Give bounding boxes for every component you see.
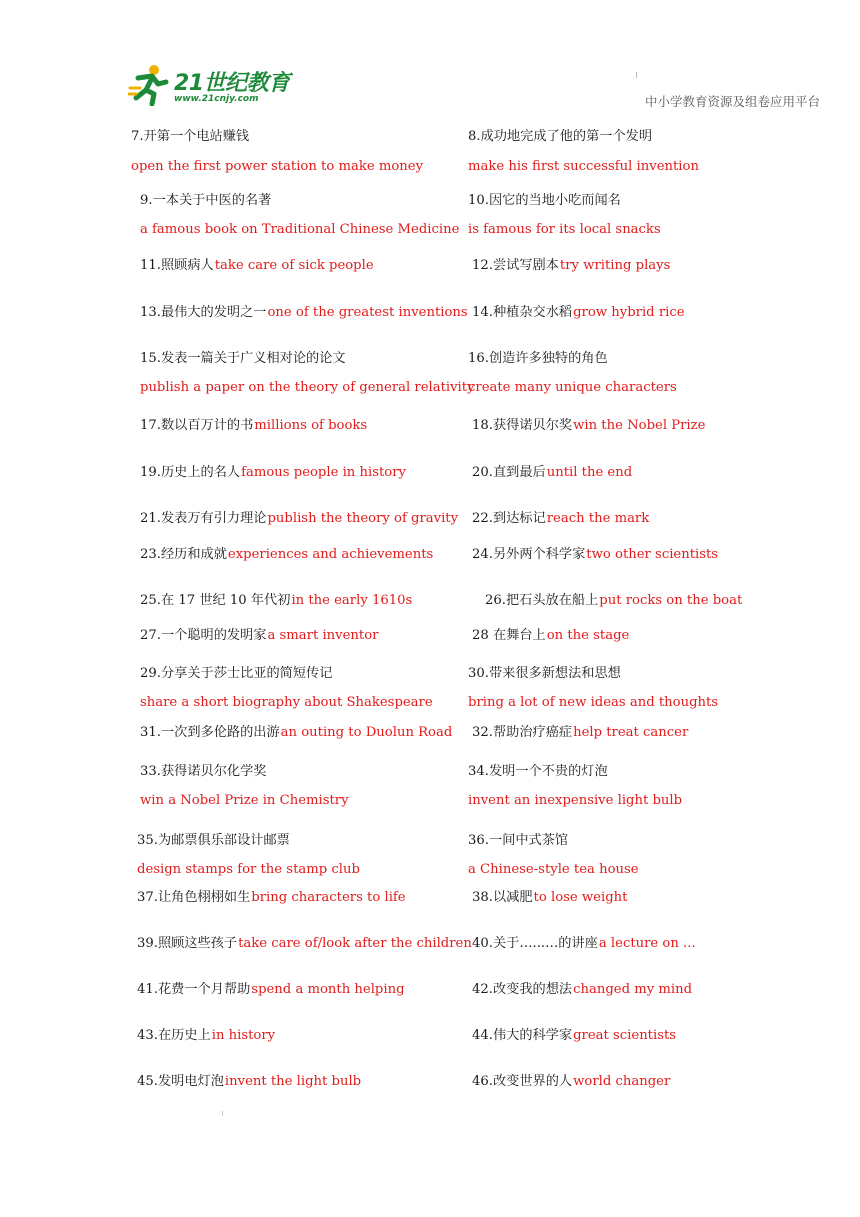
item-29-chinese: 29.分享关于莎士比亚的简短传记 (140, 666, 333, 681)
item-19-chinese: 19.历史上的名人 (140, 465, 241, 480)
footer-mark (222, 1111, 223, 1116)
item-44-chinese: 44.伟大的科学家 (472, 1028, 573, 1043)
item-31-chinese: 31.一次到多伦路的出游 (140, 725, 280, 740)
item-43-chinese: 43.在历史上 (137, 1028, 211, 1043)
item-26-english: put rocks on the boat (599, 593, 743, 608)
item-35-chinese: 35.为邮票俱乐部设计邮票 (137, 833, 290, 848)
item-28-english: on the stage (546, 628, 630, 643)
item-42-chinese: 42.改变我的想法 (472, 982, 573, 997)
item-38-chinese: 38.以减肥 (472, 890, 533, 905)
item-28-chinese: 28 在舞台上 (472, 628, 546, 643)
item-13-chinese: 13.最伟大的发明之一 (140, 305, 267, 320)
item-21-chinese: 21.发表万有引力理论 (140, 511, 267, 526)
logo-text: 21世纪教育 (174, 71, 290, 96)
item-21-english: publish the theory of gravity (267, 511, 459, 526)
item-39-chinese: 39.照顾这些孩子 (137, 936, 238, 951)
item-44-english: great scientists (573, 1028, 677, 1043)
item-34-english: invent an inexpensive light bulb (468, 793, 683, 808)
item-18-english: win the Nobel Prize (573, 418, 706, 433)
item-46-chinese: 46.改变世界的人 (472, 1074, 573, 1089)
item-37-chinese: 37.让角色栩栩如生 (137, 890, 251, 905)
item-16-chinese: 16.创造许多独特的角色 (468, 351, 608, 366)
item-23-english: experiences and achievements (227, 547, 434, 562)
platform-name: 中小学教育资源及组卷应用平台 (644, 94, 820, 109)
item-14-chinese: 14.种植杂交水稻 (472, 305, 573, 320)
item-39-english: take care of/look after the children (238, 936, 472, 951)
item-23-chinese: 23.经历和成就 (140, 547, 227, 562)
item-42-english: changed my mind (573, 982, 693, 997)
item-12-chinese: 12.尝试写剧本 (472, 258, 559, 273)
item-38-english: to lose weight (533, 890, 628, 905)
item-9-chinese: 9.一本关于中医的名著 (140, 193, 272, 208)
item-34-chinese: 34.发明一个不贵的灯泡 (468, 764, 608, 779)
item-31-english: an outing to Duolun Road (280, 725, 453, 740)
item-18-chinese: 18.获得诺贝尔奖 (472, 418, 573, 433)
item-22-english: reach the mark (546, 511, 650, 526)
item-24-english: two other scientists (586, 547, 719, 562)
logo-url: www.21cnjy.com (174, 94, 259, 104)
item-32-english: help treat cancer (573, 725, 689, 740)
item-13-english: one of the greatest inventions (267, 305, 468, 320)
item-7-english: open the first power station to make money (131, 159, 424, 174)
item-33-chinese: 33.获得诺贝尔化学奖 (140, 764, 267, 779)
item-37-english: bring characters to life (251, 890, 406, 905)
item-14-english: grow hybrid rice (573, 305, 685, 320)
item-45-english: invent the light bulb (224, 1074, 362, 1089)
runner-logo-icon (128, 64, 172, 106)
item-15-chinese: 15.发表一篇关于广义相对论的论文 (140, 351, 346, 366)
item-17-english: millions of books (254, 418, 368, 433)
item-22-chinese: 22.到达标记 (472, 511, 546, 526)
item-8-english: make his first successful invention (468, 159, 699, 174)
item-32-chinese: 32.帮助治疗癌症 (472, 725, 573, 740)
item-12-english: try writing plays (559, 258, 671, 273)
item-26-chinese: 26.把石头放在船上 (485, 593, 599, 608)
item-33-english: win a Nobel Prize in Chemistry (140, 793, 349, 808)
item-41-english: spend a month helping (251, 982, 405, 997)
item-41-chinese: 41.花费一个月帮助 (137, 982, 251, 997)
item-20-chinese: 20.直到最后 (472, 465, 546, 480)
item-10-chinese: 10.因它的当地小吃而闻名 (468, 193, 621, 208)
item-27-english: a smart inventor (267, 628, 379, 643)
item-17-chinese: 17.数以百万计的书 (140, 418, 254, 433)
item-16-english: create many unique characters (468, 380, 677, 395)
item-30-chinese: 30.带来很多新想法和思想 (468, 666, 621, 681)
item-45-chinese: 45.发明电灯泡 (137, 1074, 224, 1089)
logo (128, 64, 288, 108)
item-10-english: is famous for its local snacks (468, 222, 661, 237)
header-divider (636, 72, 637, 78)
item-24-chinese: 24.另外两个科学家 (472, 547, 586, 562)
item-25-chinese: 25.在 17 世纪 10 年代初 (140, 593, 291, 608)
item-8-chinese: 8.成功地完成了他的第一个发明 (468, 129, 653, 144)
item-19-english: famous people in history (241, 465, 406, 480)
item-11-english: take care of sick people (214, 258, 374, 273)
item-27-chinese: 27.一个聪明的发明家 (140, 628, 267, 643)
item-20-english: until the end (546, 465, 633, 480)
page-header (0, 0, 860, 120)
item-7-chinese: 7.开第一个电站赚钱 (131, 129, 250, 144)
item-29-english: share a short biography about Shakespeare (140, 695, 433, 710)
item-35-english: design stamps for the stamp club (137, 862, 360, 877)
item-43-english: in history (211, 1028, 276, 1043)
item-9-english: a famous book on Traditional Chinese Medicine (140, 222, 460, 237)
item-11-chinese: 11.照顾病人 (140, 258, 214, 273)
item-40-english: a lecture on ... (598, 936, 696, 951)
item-46-english: world changer (573, 1074, 671, 1089)
item-25-english: in the early 1610s (291, 593, 413, 608)
item-30-english: bring a lot of new ideas and thoughts (468, 695, 719, 710)
item-36-chinese: 36.一间中式茶馆 (468, 833, 569, 848)
item-15-english: publish a paper on the theory of general relativity (140, 380, 475, 395)
item-36-english: a Chinese-style tea house (468, 862, 639, 877)
item-40-chinese: 40.关于…...…的讲座 (472, 936, 598, 951)
